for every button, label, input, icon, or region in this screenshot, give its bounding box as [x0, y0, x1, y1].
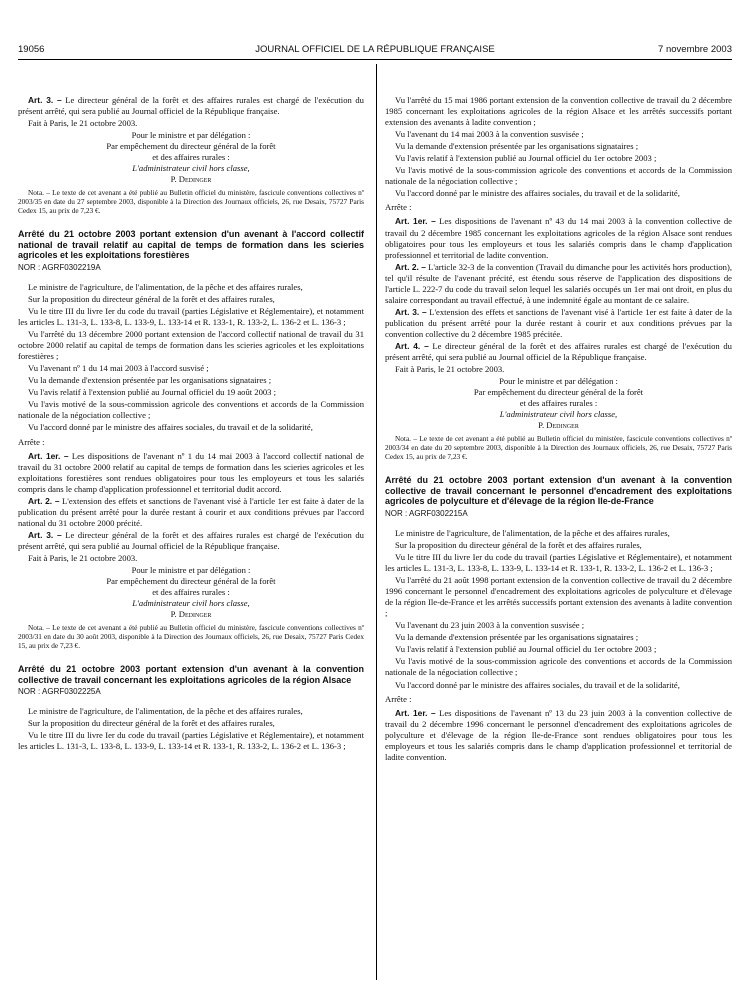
paragraph: Sur la proposition du directeur général de la forêt et des affaires rurales, — [395, 539, 642, 550]
column-separator — [376, 64, 377, 980]
paragraph: Vu l'avis motivé de la sous-commission agricole des conventions et accords de la Commission nationale de la négociation collective ; — [385, 656, 732, 678]
nota: Nota. – Le texte de cet avenant a été publié au Bulletin officiel du ministère, fascicule conventions collectives nº 2003/31 en date du 30 août 2003, disponible à la Direction des Journaux officiels, 26, rue Desaix, 75727 Paris Cedex 15, au prix de 7,23 €. — [18, 623, 364, 651]
nota: Nota. – Le texte de cet avenant a été publié au Bulletin officiel du ministère, fascicule conventions collectives nº 2003/34 en date du 20 septembre 2003, disponible à la Direction des Journaux officiels, 26, rue Desaix, 75727 Paris Cedex 15, au prix de 7,23 €. — [385, 434, 732, 462]
article: Art. 1er. – Les dispositions de l'avenant nº 13 du 23 juin 2003 à la convention collective de travail du 2 décembre 1996 concernant le personnel d'encadrement des exploitations agricoles de polyculture et d'élevage de la région Ile-de-France sont rendues obligatoires pour tous les employeurs et tous les salariés compris dans le champ d'application professionnel et territorial de ladite convention. — [385, 707, 732, 762]
paragraph: Vu le titre III du livre Ier du code du travail (parties Législative et Réglementaire), et notamment les articles L. 131-3, L. 133-8, L. 133-9, L. 133-14 et R. 133-1, R. 133-2, L. 136-2 et L. 136-3 ; — [385, 552, 732, 574]
paragraph: Le ministre de l'agriculture, de l'alimentation, de la pêche et des affaires rurales, — [395, 527, 670, 538]
fait-a-paris: Fait à Paris, le 21 octobre 2003. — [28, 553, 138, 563]
signature-block: Pour le ministre et par délégation : Par empêchement du directeur général de la forêt et des affaires rurales : L'administrateur civil hors classe, P. Dedinger — [106, 565, 276, 620]
article: Art. 1er. – Les dispositions de l'avenant nº 43 du 14 mai 2003 à la convention collective de travail du 2 décembre 1985 concernant les exploitations agricoles de la région Alsace sont rendues obligatoires pour tous les employeurs et tous les salariés compris dans le champ d'application professionnel et territorial de ladite convention. — [385, 216, 732, 260]
article: Art. 2. – L'article 32-3 de la convention (Travail du dimanche pour les activités hors production), tel qu'il résulte de l'avenant précité, est étendu sous réserve de l'application des dispositions de l'article L. 222-7 du code du travail selon lequel les salariés occupés un 1er mai ont droit, en plus du salaire correspondant au travail effectué, à une indemnité égale au montant de ce salaire. — [385, 261, 732, 305]
decree-title: Arrêté du 21 octobre 2003 portant extension d'un avenant à l'accord collectif national de travail relatif au capital de temps de formation dans les scieries agricoles et les exploitations forestières — [18, 229, 364, 261]
paragraph: Vu l'avenant du 14 mai 2003 à la convention susvisée ; — [395, 129, 584, 140]
paragraph: Vu l'avis relatif à l'extension publié au Journal officiel du 1er octobre 2003 ; — [395, 644, 657, 655]
paragraph: Vu l'avis motivé de la sous-commission agricole des conventions et accords de la Commission nationale de la négociation collective ; — [18, 399, 364, 421]
paragraph: Vu l'arrêté du 21 août 1998 portant extension de la convention collective de travail du 2 décembre 1996 concernant le personnel d'encadrement des exploitations agricoles de polyculture et d'élevage de la région Ile-de-France et les arrêtés successifs portant extension des avenants à ladite convention ; — [385, 575, 732, 619]
paragraph: Vu l'arrêté du 15 mai 1986 portant extension de la convention collective de travail du 2 décembre 1985 concernant les exploitations agricoles de la région Alsace et les arrêtés successifs portant extension des avenants à ladite convention ; — [385, 95, 732, 128]
nota: Nota. – Le texte de cet avenant a été publié au Bulletin officiel du ministère, fascicule conventions collectives nº 2003/35 en date du 27 septembre 2003, disponible à la Direction des Journaux officiels, 26, rue Desaix, 75727 Paris Cedex 15, au prix de 7,23 €. — [18, 188, 364, 216]
right-column — [385, 95, 732, 764]
paragraph: Vu l'avis motivé de la sous-commission agricole des conventions et accords de la Commission nationale de la négociation collective ; — [385, 165, 732, 187]
paragraph: Vu le titre III du livre Ier du code du travail (parties Législative et Réglementaire), et notamment les articles L. 131-3, L. 133-8, L. 133-9, L. 133-14 et R. 133-1, R. 133-2, L. 136-2 et L. 136-3 ; — [18, 730, 364, 752]
journal-title: JOURNAL OFFICIEL DE LA RÉPUBLIQUE FRANÇAISE — [255, 44, 495, 55]
paragraph: Vu la demande d'extension présentée par les organisations signataires ; — [395, 632, 639, 643]
signature-block: Pour le ministre et par délégation : Par empêchement du directeur général de la forêt et des affaires rurales : L'administrateur civil hors classe, P. Dedinger — [473, 376, 644, 431]
paragraph: Vu l'arrêté du 13 décembre 2000 portant extension de l'accord collectif national de travail du 31 octobre 2000 relatif au capital de temps de formation dans les scieries agricoles et les exploitations forestières ; — [18, 329, 364, 362]
paragraph: Vu la demande d'extension présentée par les organisations signataires ; — [28, 375, 272, 386]
paragraph: Vu l'accord donné par le ministre des affaires sociales, du travail et de la solidarité, — [28, 422, 313, 433]
article: Art. 2. – L'extension des effets et sanctions de l'avenant visé à l'article 1er est faite à dater de la publication du présent arrêté pour la durée restant à courir et aux conditions prévues par l'accord national du 31 octobre 2000 précité. — [18, 495, 364, 528]
article: Art. 3. – Le directeur général de la forêt et des affaires rurales est chargé de l'exécution du présent arrêté, qui sera publié au Journal officiel de la République française. — [18, 529, 364, 551]
arrete-heading: Arrête : — [385, 693, 412, 704]
paragraph: Sur la proposition du directeur général de la forêt et des affaires rurales, — [28, 293, 275, 304]
paragraph: Vu l'accord donné par le ministre des affaires sociales, du travail et de la solidarité, — [395, 188, 680, 199]
nor-reference: NOR : AGRF0302215A — [385, 508, 468, 518]
paragraph: Vu l'avenant du 23 juin 2003 à la convention susvisée ; — [395, 620, 585, 631]
paragraph: Vu l'avis relatif à l'extension publié au Journal officiel du 1er octobre 2003 ; — [395, 153, 657, 164]
paragraph: Sur la proposition du directeur général de la forêt et des affaires rurales, — [28, 718, 275, 729]
header-rule — [18, 59, 732, 60]
article: Art. 3. – L'extension des effets et sanctions de l'avenant visé à l'article 1er est faite à dater de la publication du présent arrêté pour la durée restant à courir et aux conditions prévues par la convention collective du 2 décembre 1985 précitée. — [385, 306, 732, 339]
nor-reference: NOR : AGRF0302225A — [18, 687, 101, 697]
decree-title: Arrêté du 21 octobre 2003 portant extension d'un avenant à la convention collective de travail concernant les exploitations agricoles de la région Alsace — [18, 664, 364, 685]
paragraph: Le ministre de l'agriculture, de l'alimentation, de la pêche et des affaires rurales, — [28, 706, 303, 717]
nor-reference: NOR : AGRF0302219A — [18, 262, 101, 272]
paragraph: Vu l'avis relatif à l'extension publié au Journal officiel du 19 août 2003 ; — [28, 387, 277, 398]
signature-block: Pour le ministre et par délégation : Par empêchement du directeur général de la forêt et des affaires rurales : L'administrateur civil hors classe, P. Dedinger — [106, 130, 276, 185]
fait-a-paris: Fait à Paris, le 21 octobre 2003. — [28, 118, 138, 129]
fait-a-paris: Fait à Paris, le 21 octobre 2003. — [395, 364, 505, 375]
arrete-heading: Arrête : — [18, 436, 45, 447]
issue-date: 7 novembre 2003 — [658, 44, 732, 55]
decree-title: Arrêté du 21 octobre 2003 portant extension d'un avenant à la convention collective de travail concernant le personnel d'encadrement des exploitations agricoles de polyculture et d'élevage de la région Ile-de-France — [385, 475, 732, 507]
page-header — [18, 44, 732, 56]
page-number: 19056 — [18, 44, 45, 55]
paragraph: Vu l'avenant nº 1 du 14 mai 2003 à l'accord susvisé ; — [28, 363, 209, 374]
paragraph: Vu le titre III du livre Ier du code du travail (parties Législative et Réglementaire), et notamment les articles L. 131-3, L. 133-8, L. 133-9, L. 133-14 et R. 133-1, R. 133-2, L. 136-2 et L. 136-3 ; — [18, 306, 364, 328]
left-column — [18, 95, 364, 754]
article: Art. 4. – Le directeur général de la forêt et des affaires rurales est chargé de l'exécution du présent arrêté, qui sera publié au Journal officiel de la République française. — [385, 340, 732, 363]
article: Art. 3. – Le directeur général de la forêt et des affaires rurales est chargé de l'exécution du présent arrêté, qui sera publié au Journal officiel de la République française. — [18, 95, 364, 117]
paragraph: Vu l'accord donné par le ministre des affaires sociales, du travail et de la solidarité, — [395, 679, 680, 690]
article: Art. 1er. – Les dispositions de l'avenant nº 1 du 14 mai 2003 à l'accord collectif national de travail du 31 octobre 2000 relatif au capital de temps de formation dans les scieries agricoles et les exploitations forestières sont rendues obligatoires pour tous les employeurs et tous les salariés compris dans le champ d'application professionnel et territorial dudit accord. — [18, 450, 364, 494]
paragraph: Vu la demande d'extension présentée par les organisations signataires ; — [395, 141, 639, 152]
arrete-heading: Arrête : — [385, 202, 412, 213]
paragraph: Le ministre de l'agriculture, de l'alimentation, de la pêche et des affaires rurales, — [28, 281, 303, 292]
